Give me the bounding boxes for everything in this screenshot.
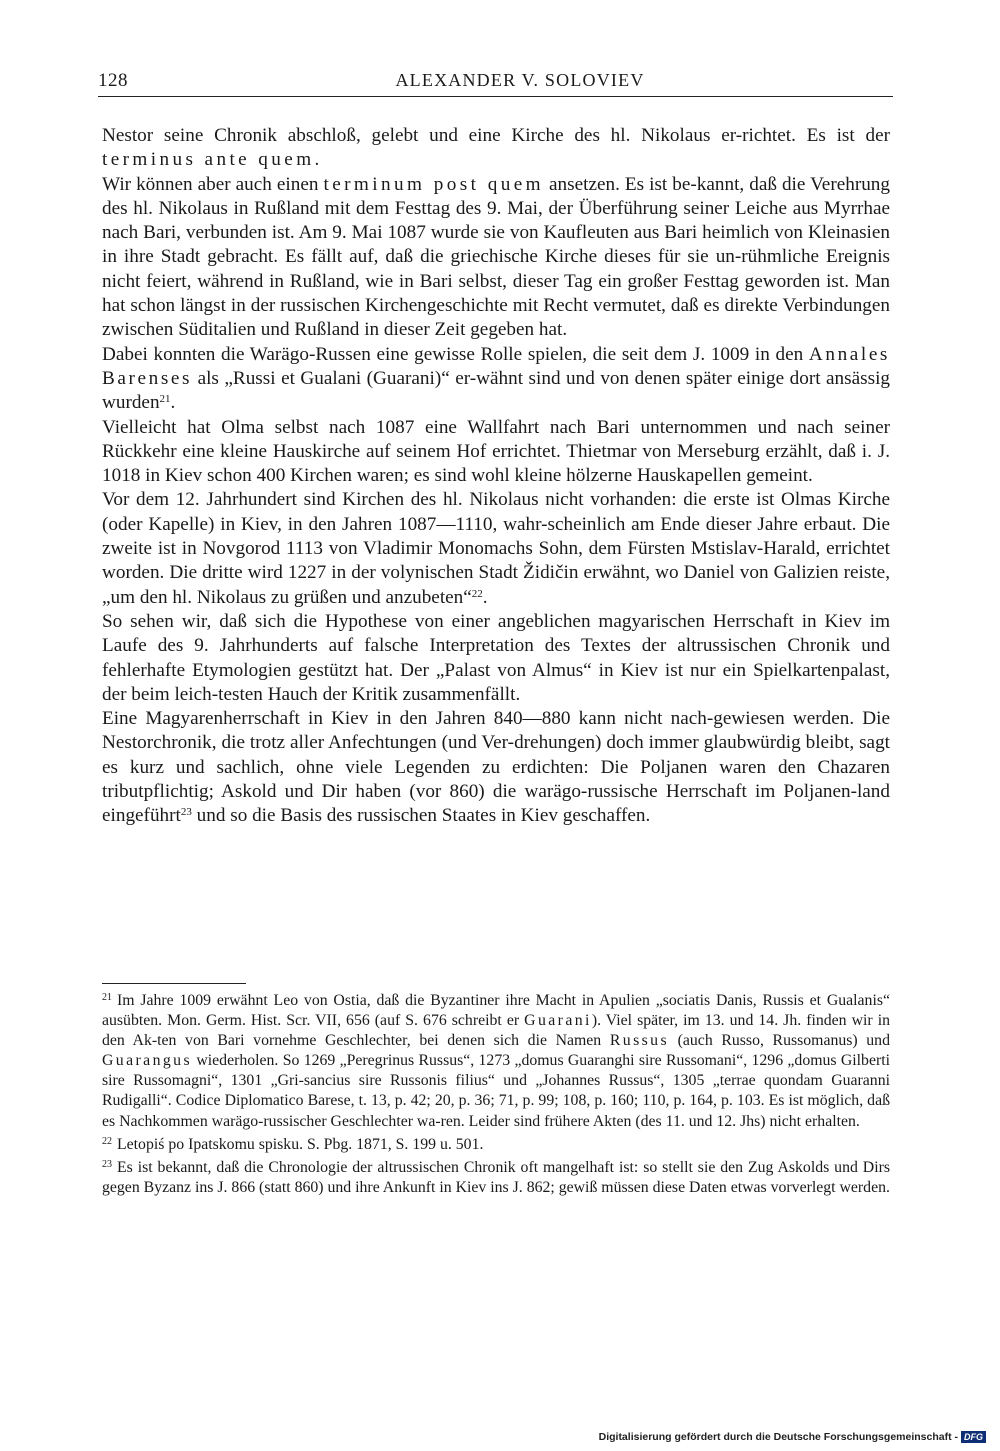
footnote-22: $^{22}$ Letopiś po Ipatskomu spisku. S. Pbg. 1871, S. 199 u. 501. xyxy=(102,1135,484,1153)
footnote-number: 23 xyxy=(102,1158,112,1170)
page-number: 128 xyxy=(98,70,128,91)
footnote-ref-22[interactable]: 22 xyxy=(471,587,483,600)
footnote-ref-23[interactable]: 23 xyxy=(180,806,192,819)
paragraph-1: Nestor seine Chronik abschloß, gelebt und eine Kirche des hl. Nikolaus er-richtet. Es ist der terminus ante quem. xyxy=(102,125,890,171)
paragraph-5: Vor dem 12. Jahrhundert sind Kirchen des hl. Nikolaus nicht vorhanden: die erste ist Olmas Kirche (oder Kapelle) in Kiev, in den Jahren 1087—1110, wahr-scheinlich am Ende dieser Jahre erbaut. Die zweite ist in Novgorod 1113 von Vladimir Monomachs Sohn, dem Fürsten Mstislav-Harald, errichtet worden. Die dritte wird 1227 in der volynischen Stadt Židičin erwähnt, wo Daniel von Galizien reiste, „um den hl. Nikolaus zu grüßen und anzubeten“$^{22}$. xyxy=(102,489,890,608)
paragraph-4: Vielleicht hat Olma selbst nach 1087 eine Wallfahrt nach Bari unternommen und nach seiner Rückkehr eine kleine Hauskirche auf seinem Hof errichtet. Thietmar von Merseburg erzählt, daß i. J. 1018 in Kiev schon 400 Kirchen waren; es sind wohl kleine hölzerne Hauskapellen gemeint. xyxy=(102,416,890,487)
footnote-rule xyxy=(102,983,246,984)
footnotes xyxy=(102,991,890,1201)
digitization-credit xyxy=(599,1431,986,1443)
paragraph-3: Dabei konnten die Warägo-Russen eine gewisse Rolle spielen, die seit dem J. 1009 in den Annales Barenses als „Russi et Gualani (Guarani)“ er-wähnt sind und von denen später einige dort ansässig wurden$^{21}$. xyxy=(102,343,890,414)
dfg-logo-icon: DFG xyxy=(961,1431,986,1443)
running-title: ALEXANDER V. SOLOVIEV xyxy=(395,70,645,90)
digitization-text: Digitalisierung gefördert durch die Deutsche Forschungsgemeinschaft - xyxy=(598,1431,958,1443)
footnote-ref-21[interactable]: 21 xyxy=(159,393,171,406)
footnote-number: 21 xyxy=(102,992,112,1003)
header-rule xyxy=(98,96,893,97)
paragraph-2: Wir können aber auch einen terminum post quem ansetzen. Es ist be-kannt, daß die Verehrung des hl. Nikolaus in Rußland mit dem Festtag des 9. Mai, der Überführung seiner Leiche aus Myrrhae nach Bari, verbunden ist. Am 9. Mai 1087 wurde sie von Kaufleuten aus Bari heimlich von Kleinasien in ihre Stadt gebracht. Es fällt auf, daß die griechische Kirche dieses für sie un-rühmliche Ereignis nicht feiert, während in Rußland, wie in Bari selbst, dieser Tag ein großer Festtag geworden ist. Man hat schon längst in der russischen Kirchengeschichte mit Recht vermutet, daß es direkte Verbindungen zwischen Süditalien und Rußland in dieser Zeit gegeben hat. xyxy=(102,173,890,341)
paragraph-6: So sehen wir, daß sich die Hypothese von einer angeblichen magyarischen Herrschaft in Kiev im Laufe des 9. Jahrhunderts auf falsche Interpretation des Textes der altrussischen Chronik und fehlerhafte Etymologien gestützt hat. Der „Palast von Almus“ in Kiev ist nur ein Spielkartenpalast, der beim leich-testen Hauch der Kritik zusammenfällt. xyxy=(102,610,890,705)
body-text xyxy=(102,124,890,829)
paragraph-7: Eine Magyarenherrschaft in Kiev in den Jahren 840—880 kann nicht nach-gewiesen werden. Die Nestorchronik, die trotz aller Anfechtungen (und Ver-drehungen) doch immer glaubwürdig bleibt, sagt es kurz und sachlich, ohne viele Legenden zu erdichten: Die Poljanen waren den Chazaren tributpflichtig; Askold und Dir haben (vor 860) die warägo-russische Herrschaft im Poljanen-land eingeführt$^{23}$ und so die Basis des russischen Staates in Kiev geschaffen. xyxy=(102,708,890,827)
footnote-23: $^{23}$ Es ist bekannt, daß die Chronologie der altrussischen Chronik oft mangelhaft ist: so stellt sie den Zug Askolds und Dirs gegen Byzanz ins J. 866 (statt 860) und ihre Ankunft in Kiev ins J. 862; gewiß müssen diese Daten etwas vorverlegt werden. xyxy=(102,1158,890,1196)
footnote-number: 22 xyxy=(102,1135,112,1147)
footnote-21: $^{21}$ Im Jahre 1009 erwähnt Leo von Ostia, daß die Byzantiner ihre Macht in Apulien „sociatis Danis, Russis et Gualanis“ ausübten. Mon. Germ. Hist. Scr. VII, 656 (auf S. 676 schreibt er Guarani). Viel später, im 13. und 14. Jh. finden wir in den Ak-ten von Bari vornehme Geschlechter, bei denen sich die Namen Russus (auch Russo, Russomanus) und Guarangus wiederholen. So 1269 „Peregrinus Russus“, 1273 „domus Guaranghi sire Russomani“, 1296 „domus Gilberti sire Russomagni“, 1301 „Gri-sancius sire Russonis filius“ und „Johannes Russus“, 1305 „terrae quondam Guaranni Rudigalli“. Codice Diplomatico Barese, t. 13, p. 42; 20, p. 36; 71, p. 99; 108, p. 160; 110, p. 164, p. 103. Es ist möglich, daß es Nachkommen warägo-russischer Geschlechter wa-ren. Leider sind frühere Akten (des 11. und 12. Jhs) nicht erhalten. xyxy=(102,992,890,1130)
